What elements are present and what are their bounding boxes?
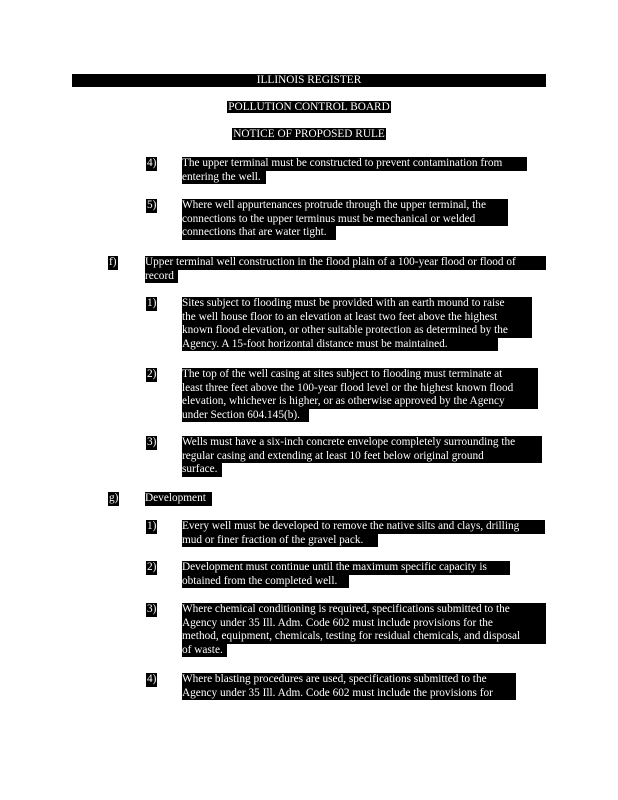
text-line: method, equipment, chemicals, testing for residual chemicals, and disposal xyxy=(182,630,546,644)
board-title: POLLUTION CONTROL BOARD xyxy=(228,101,390,113)
paragraph-f3 xyxy=(182,436,542,477)
paragraph-g1 xyxy=(182,520,545,547)
paragraph-f1 xyxy=(182,297,532,351)
text-line: Every well must be developed to remove the native silts and clays, drilling xyxy=(182,520,545,534)
text-line: elevation, whichever is higher, or as otherwise approved by the Agency xyxy=(182,395,538,409)
item-number: 2) xyxy=(147,368,157,380)
paragraph-f xyxy=(145,256,546,283)
paragraph-g3 xyxy=(182,603,546,657)
item-number: 5) xyxy=(147,199,157,211)
item-number: f) xyxy=(109,256,117,268)
item-number: 2) xyxy=(147,561,157,573)
text-line: mud or finer fraction of the gravel pack. xyxy=(182,534,378,548)
text-line: regular casing and extending at least 10 feet below original ground xyxy=(182,450,542,464)
text-line: Agency. A 15-foot horizontal distance must be maintained. xyxy=(182,338,498,352)
paragraph-g xyxy=(145,492,212,506)
text-line: Wells must have a six-inch concrete envelope completely surrounding the xyxy=(182,436,542,450)
text-line: record xyxy=(145,270,178,284)
item-number: 4) xyxy=(147,673,157,685)
item-number: 1) xyxy=(147,520,157,532)
text-line: Agency under 35 Ill. Adm. Code 602 must include provisions for the xyxy=(182,617,546,631)
notice-title: NOTICE OF PROPOSED RULE xyxy=(233,128,385,140)
text-line: the well house floor to an elevation at least two feet above the highest xyxy=(182,311,532,325)
text-line: of waste. xyxy=(182,644,227,658)
text-line: surface. xyxy=(182,463,222,477)
text-line: Where well appurtenances protrude through the upper terminal, the xyxy=(182,199,508,213)
text-line: The upper terminal must be constructed to prevent contamination from xyxy=(182,157,527,171)
text-line: Where chemical conditioning is required, specifications submitted to the xyxy=(182,603,546,617)
text-line: Agency under 35 Ill. Adm. Code 602 must include the provisions for xyxy=(182,687,516,701)
item-number: 1) xyxy=(147,297,157,309)
text-line: entering the well. xyxy=(182,171,266,185)
text-line: known flood elevation, or other suitable protection as determined by the xyxy=(182,324,532,338)
paragraph-g4 xyxy=(182,673,516,700)
register-title: ILLINOIS REGISTER xyxy=(256,74,362,86)
paragraph-g2 xyxy=(182,561,510,588)
text-line: obtained from the completed well. xyxy=(182,575,349,589)
item-number: g) xyxy=(109,492,119,504)
text-line: least three feet above the 100-year flood level or the highest known flood xyxy=(182,382,538,396)
text-line: Sites subject to flooding must be provided with an earth mound to raise xyxy=(182,297,532,311)
section-heading: Development xyxy=(145,492,212,506)
text-line: The top of the well casing at sites subject to flooding must terminate at xyxy=(182,368,538,382)
item-number: 4) xyxy=(147,157,157,169)
text-line: Upper terminal well construction in the flood plain of a 100-year flood or flood of xyxy=(145,256,546,270)
register-header-bar xyxy=(72,74,546,87)
paragraph-e5 xyxy=(182,199,508,240)
item-number: 3) xyxy=(147,436,157,448)
text-line: under Section 604.145(b). xyxy=(182,409,309,423)
paragraph-f2 xyxy=(182,368,538,422)
text-line: Development must continue until the maximum specific capacity is xyxy=(182,561,510,575)
text-line: connections to the upper terminus must be mechanical or welded xyxy=(182,213,508,227)
text-line: Where blasting procedures are used, specifications submitted to the xyxy=(182,673,516,687)
text-line: connections that are water tight. xyxy=(182,226,336,240)
paragraph-e4 xyxy=(182,157,527,184)
item-number: 3) xyxy=(147,603,157,615)
